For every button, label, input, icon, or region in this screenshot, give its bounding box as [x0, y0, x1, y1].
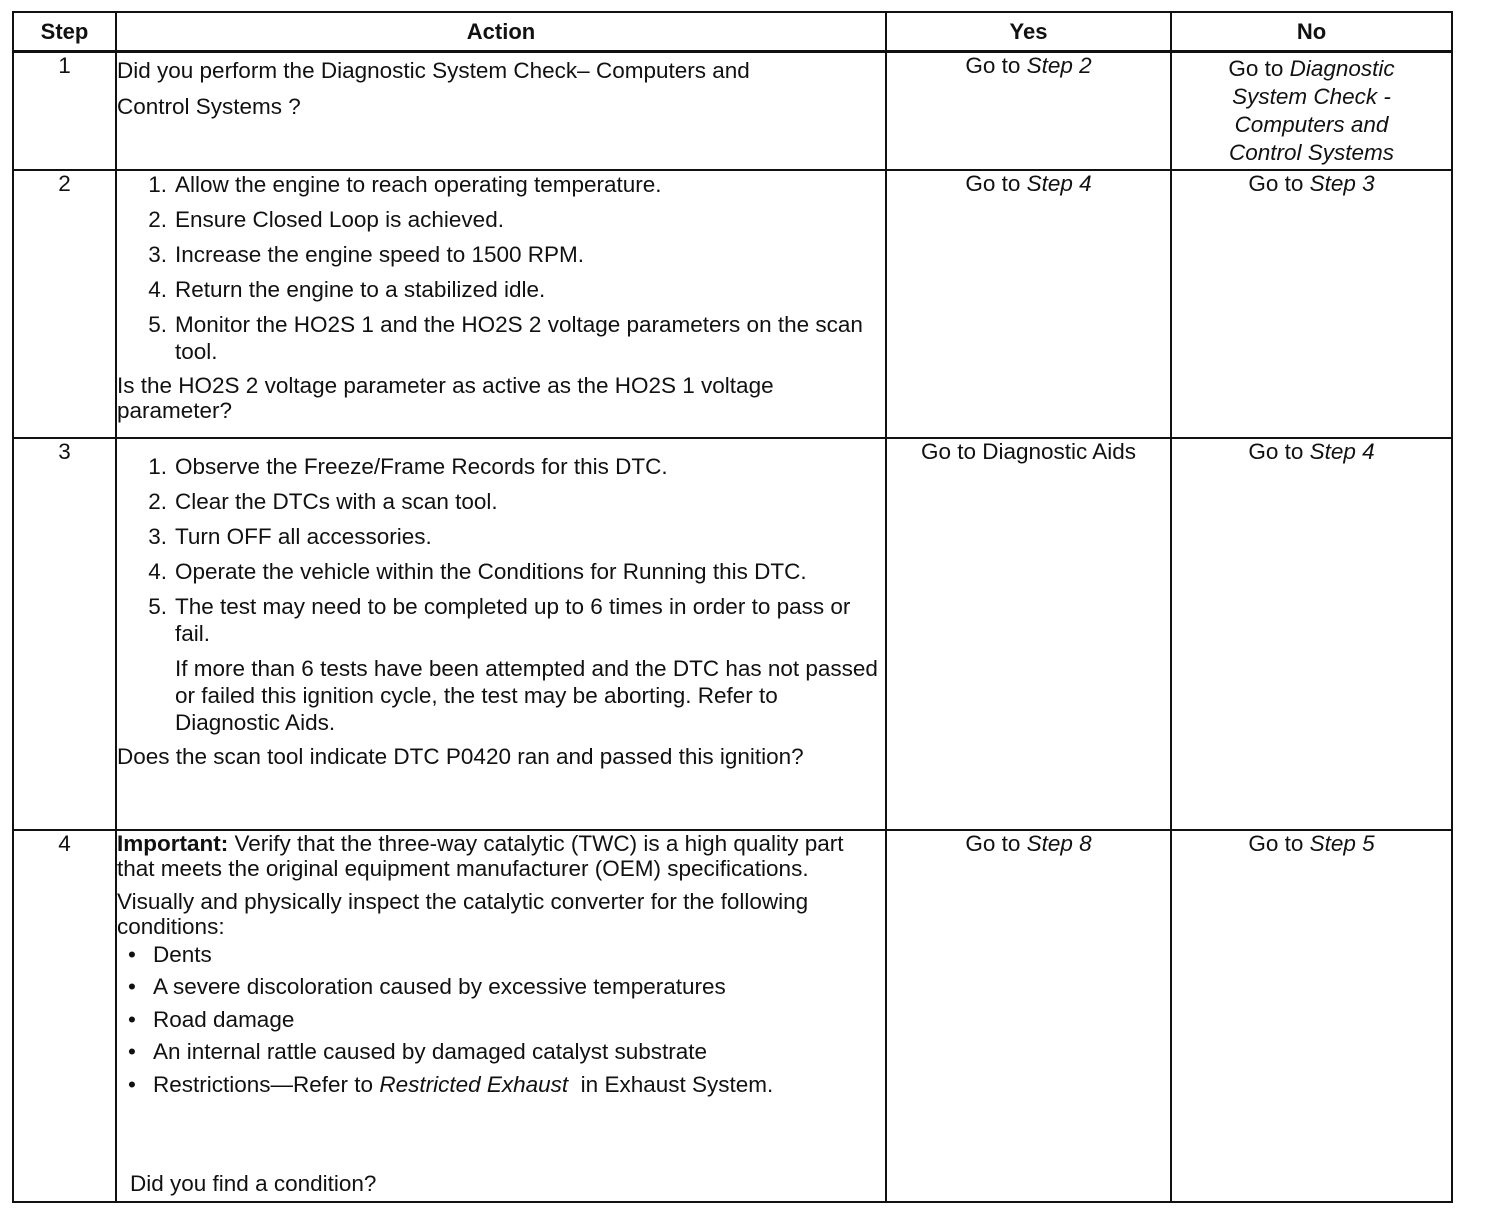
- list-item: [117, 593, 885, 647]
- item-number: 1.: [148, 453, 167, 479]
- no-step-link[interactable]: Step 3: [1309, 170, 1375, 196]
- item-text: Monitor the HO2S 1 and the HO2S 2 voltage parameters on the scan tool.: [175, 311, 863, 364]
- yes-step-link[interactable]: Step 8: [1026, 830, 1092, 856]
- item-number: 2.: [148, 206, 167, 232]
- step-number: 4: [13, 830, 116, 1202]
- no-link[interactable]: [1228, 55, 1394, 167]
- inspect-text: Visually and physically inspect the catalytic converter for the following conditions:: [117, 888, 809, 939]
- bullet-icon: •: [128, 1039, 136, 1064]
- item-text: Restrictions—Refer to: [153, 1071, 380, 1097]
- bullet-icon: •: [128, 1071, 136, 1097]
- no-prefix: Go to: [1248, 830, 1310, 856]
- question-text: Did you find a condition?: [130, 1170, 377, 1196]
- bullet-icon: •: [128, 974, 136, 999]
- list-item: [117, 558, 885, 585]
- yes-cell: [886, 830, 1171, 1202]
- table-row: [13, 52, 1452, 170]
- yes-diagnostic-aids-link[interactable]: Go to Diagnostic Aids: [920, 438, 1137, 464]
- list-item: [117, 241, 885, 268]
- list-item: [117, 206, 885, 233]
- no-step-link[interactable]: Step 5: [1309, 830, 1375, 856]
- bullet-icon: •: [128, 1006, 136, 1032]
- important-label: Important:: [117, 830, 229, 856]
- list-item: [117, 1069, 885, 1102]
- yes-cell: [886, 170, 1171, 438]
- no-cell: [1171, 170, 1452, 438]
- header-step: Step: [13, 12, 116, 52]
- step-number: 2: [13, 170, 116, 438]
- item-number: 4.: [148, 558, 167, 584]
- header-no: No: [1171, 12, 1452, 52]
- item-text: Return the engine to a stabilized idle.: [175, 276, 546, 302]
- yes-prefix: Go to: [965, 53, 1027, 78]
- item-text: in Exhaust System.: [568, 1071, 774, 1097]
- step-number: 3: [13, 438, 116, 830]
- item-number: 1.: [148, 171, 167, 197]
- item-text: Clear the DTCs with a scan tool.: [175, 488, 498, 514]
- header-yes: Yes: [886, 12, 1171, 52]
- list-item: [117, 971, 885, 1004]
- item-text: Increase the engine speed to 1500 RPM.: [175, 241, 585, 267]
- no-prefix: Go to: [1248, 438, 1310, 464]
- condition-list: [117, 939, 885, 1102]
- item-text: A severe discoloration caused by excessive temperatures: [153, 974, 726, 999]
- diagnostic-table: [12, 11, 1453, 1203]
- yes-prefix: Go to: [965, 170, 1027, 196]
- question-text: Does the scan tool indicate DTC P0420 ran and passed this ignition?: [117, 743, 804, 769]
- header-row: [13, 12, 1452, 52]
- list-item: [117, 939, 885, 972]
- no-cell: [1171, 438, 1452, 830]
- no-prefix: Go to: [1228, 56, 1290, 81]
- question-text: Is the HO2S 2 voltage parameter as active as the HO2S 1 voltage parameter?: [117, 372, 774, 423]
- action-cell: [116, 52, 886, 170]
- important-text: Verify that the three-way catalytic (TWC) is a high quality part that meets the original equipment manufacturer (OEM) specifications.: [117, 830, 844, 881]
- item-number: 5.: [148, 311, 167, 337]
- no-cell: [1171, 830, 1452, 1202]
- item-text: An internal rattle caused by damaged catalyst substrate: [153, 1039, 708, 1064]
- list-item: [117, 311, 885, 365]
- item-text: Turn OFF all accessories.: [175, 523, 432, 549]
- step-number: 1: [13, 52, 116, 170]
- item-text: The test may need to be completed up to 6 times in order to pass or fail.: [175, 593, 851, 646]
- yes-cell: [886, 438, 1171, 830]
- procedure-list: [117, 453, 885, 647]
- no-cell: [1171, 52, 1452, 170]
- list-item: [117, 523, 885, 550]
- list-item: [117, 276, 885, 303]
- action-cell: [116, 170, 886, 438]
- list-item: [117, 453, 885, 480]
- item-text: Dents: [153, 941, 212, 967]
- item-number: 5.: [148, 593, 167, 619]
- bullet-icon: •: [128, 941, 136, 967]
- question-line: Control Systems ?: [117, 94, 301, 119]
- item-text: Allow the engine to reach operating temperature.: [175, 171, 662, 197]
- restricted-exhaust-link[interactable]: Restricted Exhaust: [379, 1071, 569, 1097]
- table-row: [13, 438, 1452, 830]
- no-step-link[interactable]: Step 4: [1309, 438, 1375, 464]
- header-action: Action: [116, 12, 886, 52]
- item-text: Observe the Freeze/Frame Records for this DTC.: [175, 453, 668, 479]
- procedure-list: [117, 171, 885, 365]
- question-line: Did you perform the Diagnostic System Check– Computers and: [117, 58, 750, 83]
- no-link-line: System Check -: [1232, 84, 1391, 109]
- item-number: 2.: [148, 488, 167, 514]
- no-link-line: Control Systems: [1228, 140, 1395, 165]
- yes-prefix: Go to: [965, 830, 1027, 856]
- item-number: 3.: [148, 241, 167, 267]
- action-cell: [116, 830, 886, 1202]
- yes-cell: [886, 52, 1171, 170]
- yes-step-link[interactable]: Step 2: [1026, 53, 1092, 78]
- list-item: [117, 171, 885, 198]
- table-row: [13, 170, 1452, 438]
- list-item: [117, 1004, 885, 1037]
- table-row: [13, 830, 1452, 1202]
- item-number: 4.: [148, 276, 167, 302]
- item-text: Road damage: [153, 1006, 295, 1032]
- no-link-line: Diagnostic: [1289, 56, 1395, 81]
- item-number: 3.: [148, 523, 167, 549]
- no-link-line: Computers and: [1234, 112, 1389, 137]
- note-text: If more than 6 tests have been attempted and the DTC has not passed or failed this ignition cycle, the test may be aborting. Refer to Diagnostic Aids.: [175, 655, 878, 735]
- question-text: [117, 53, 885, 125]
- list-item: [117, 1036, 885, 1069]
- list-item: [117, 488, 885, 515]
- no-prefix: Go to: [1248, 170, 1310, 196]
- action-cell: [116, 438, 886, 830]
- important-note: [117, 831, 885, 881]
- yes-step-link[interactable]: Step 4: [1026, 170, 1092, 196]
- item-text: Operate the vehicle within the Conditions for Running this DTC.: [175, 558, 807, 584]
- item-text: Ensure Closed Loop is achieved.: [175, 206, 504, 232]
